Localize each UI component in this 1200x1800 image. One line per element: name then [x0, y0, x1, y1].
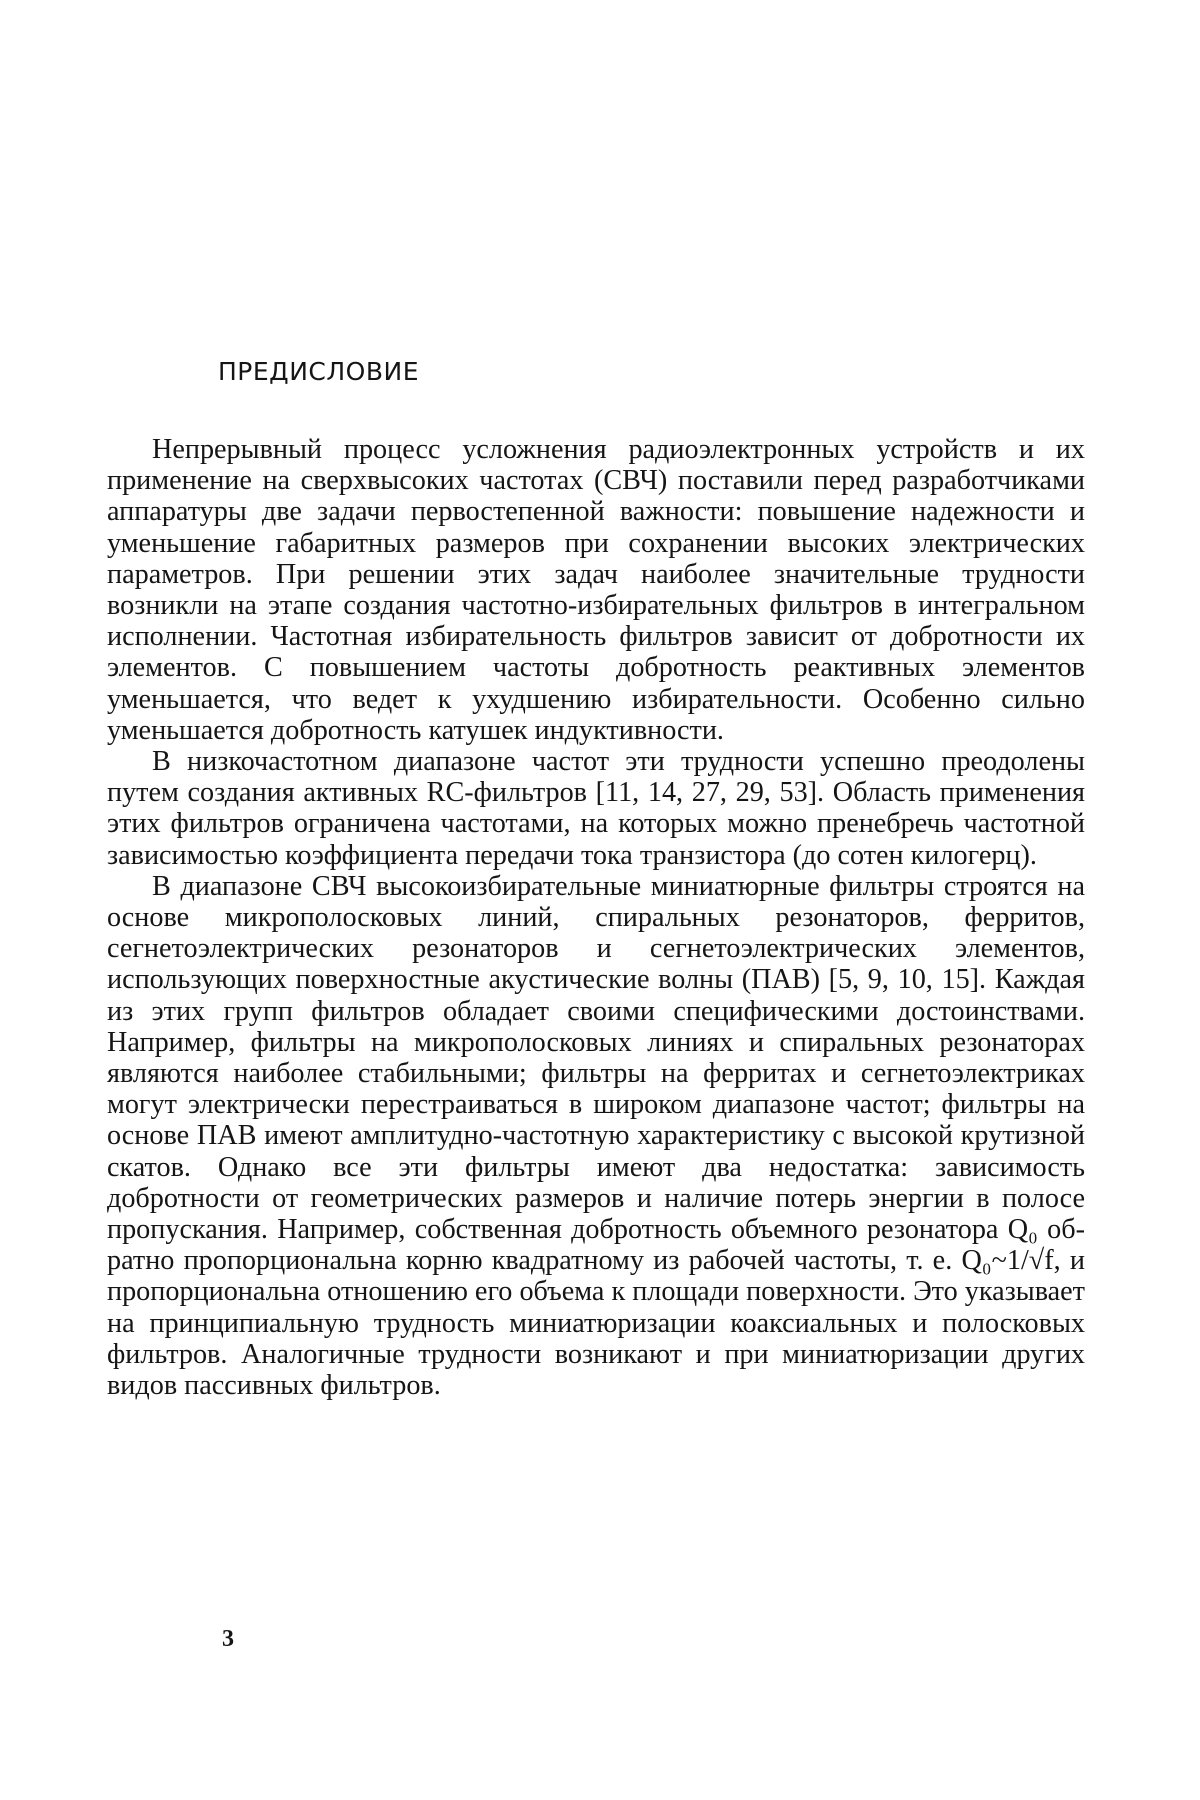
paragraph-3: В диапазоне СВЧ высокоизбирательные миниатюрные фильтры строятся на основе микрополосковых линий, спиральных резонато­ров, ферритов, сегнетоэлектрических резонаторов и сегнетоэлект­рических элементов, использующих поверхностные акустические волны (ПАВ) [5, 9, 10, 15]. Каждая из этих групп фильтров об­ладает своими специфическими достоинствами. Например, филь­тры на микрополосковых линиях и спиральных резонаторах явля­ются наиболее стабильными; фильтры на ферритах и сегнетоэлек­триках могут электрически перестраиваться в широком диапазоне частот; фильтры на основе ПАВ имеют амплитудно-частотную ха­рактеристику с высокой крутизной скатов. Однако все эти филь­тры имеют два недостатка: зависимость добротности от геометри­ческих размеров и наличие потерь энергии в полосе пропускания. Например, собственная добротность объемного резонатора Q₀ об­ратно пропорциональна корню квадратному из рабочей частоты, т. е. Q₀~1/√f, и пропорциональна отношению его объема к пло­щади поверхности. Это указывает на принципиальную трудность миниатюризации коаксиальных и полосковых фильтров. Анало­гичные трудности возникают и при миниатюризации других видов пассивных фильтров. — [107, 871, 1085, 1401]
page-number: 3 — [222, 1626, 234, 1653]
book-page — [0, 0, 1200, 1800]
paragraph-2: В низкочастотном диапазоне частот эти трудности успешно преодолены путем создания активных RC-фильтров [11, 14, 27, 29, 53]. Область применения этих фильтров ограничена частотами, на которых можно пренебречь частотной зависимостью коэффи­циента передачи тока транзистора (до сотен килогерц). — [107, 746, 1085, 871]
paragraph-1: Непрерывный процесс усложнения радиоэлектронных уст­ройств и их применение на сверхвысоких частотах (СВЧ) поста­вили перед разработчиками аппаратуры две задачи первостепен­ной важности: повышение надежности и уменьшение габаритных размеров при сохранении высоких электрических параметров. При решении этих задач наиболее значительные трудности возникли на этапе создания частотно-избирательных фильтров в интеграль­ном исполнении. Частотная избирательность фильтров зависит от добротности их элементов. С повышением частоты добротность реактивных элементов уменьшается, что ведет к ухудшению изби­рательности. Особенно сильно уменьшается добротность катушек индуктивности. — [107, 434, 1085, 746]
body-text — [107, 434, 1085, 1401]
page-title: ПРЕДИСЛОВИЕ — [218, 357, 419, 386]
